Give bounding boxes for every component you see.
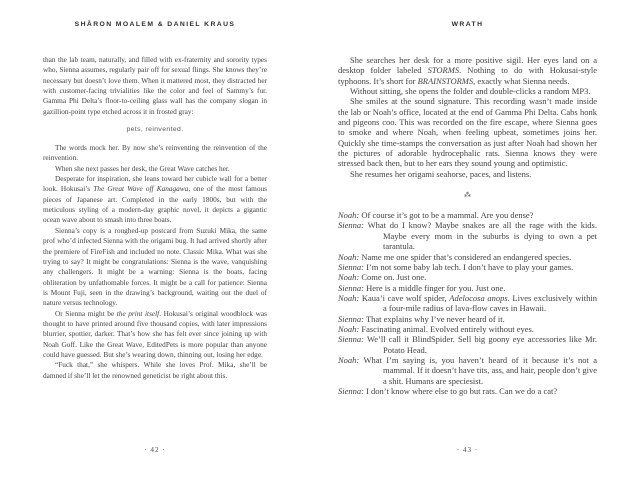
company-slogan: pets, reinvented. [126, 126, 184, 134]
dialogue-line [338, 252, 597, 262]
text-run: We’ll call it BlindSpider. Sell big goony eye accessories like Mr. Potato Head. [363, 334, 597, 355]
italic-text: STORMS [427, 65, 460, 76]
dialogue-line [338, 262, 597, 272]
text-run: Kaua’i cave wolf spider, [359, 292, 450, 303]
page-number-right: · 43 · [456, 446, 479, 454]
paragraph [338, 55, 597, 86]
paragraph [43, 309, 267, 361]
text-run: . Nothing to do with Hokusai-style typhoons. It’s short for [338, 65, 597, 86]
right-page-body [338, 55, 597, 396]
left-paragraphs-top [43, 55, 267, 117]
paragraph [338, 86, 597, 96]
text-run: I don’t know where else to go but rats. Can we do a cat? [363, 385, 558, 396]
italic-text: BRAINSTORMS [417, 75, 474, 86]
dialogue-speaker: Sienna: [338, 261, 364, 272]
dialogue-line [338, 220, 597, 251]
paragraph [338, 169, 597, 179]
dialogue-line [338, 355, 597, 386]
page-left [43, 0, 267, 480]
text-run: She resumes her origami seahorse, paces, and listens. [350, 168, 532, 179]
paragraph [43, 174, 267, 226]
text-run: I’m not some baby lab tech. I don’t have to play your games. [363, 261, 574, 272]
paragraph [338, 96, 597, 168]
dialogue-line [338, 293, 597, 314]
text-run: The words mock her. By now she’s reinventing the reinvention of the reinvention. [43, 143, 267, 163]
text-run: Come on. Just one. [359, 272, 427, 283]
dialogue-speaker: Noah: [338, 272, 360, 283]
text-run: Or Sienna might be [55, 308, 117, 318]
paragraph [43, 360, 267, 381]
dialogue-transcript [338, 210, 597, 396]
dialogue-speaker: Noah: [338, 251, 360, 262]
dialogue-speaker: Sienna: [338, 334, 364, 345]
dialogue-line [338, 386, 597, 396]
text-run: She smiles at the sound signature. This recording wasn’t made inside the lab or Noah’s office, located at the end of Gamma Phi Delta. Cabs honk and pigeons coo. This was recorded on the fire escape, where Sienna goes to smoke and where Noah, when feeling upbeat, sometimes joins her. Quickly she time-stamps the conversation as just after Noah had shown her the pictures of adorable hydrocephalic rats. Sienna knows they were stressed back then, but to her ears they sound young and optimistic. [338, 96, 597, 169]
text-run: than the lab team, naturally, and filled with ex-fraternity and sorority types who, Sienna assumes, regularly pair off for sexual flings. She knows they’re necessary but doesn’t love them. When it mattered most, they distracted her with customer-facing trivialities like the color and feel of Sammy’s fur. Gamma Phi Delta’s floor-to-ceiling glass wall has the company slogan in gazillion-point type etched across it in frosted gray: [43, 55, 267, 116]
text-run: What I’m saying is, you haven’t heard of it because it’s not a mammal. If it doesn’t have tits, ass, and hair, people don’t give a shit. Humans are speciesist. [359, 354, 597, 386]
dialogue-line [338, 314, 597, 324]
text-run: . Hokusai’s original woodblock was thought to have printed around five thousand copies, with later impressions blurrier, spottier, darker. That’s how she has felt ever since joining up with Noah Goff. Like the Great Wave, EditedPets is more popular than anyone could have guessed. But she’s wearing down, thinning out, losing her edge. [43, 308, 267, 359]
dialogue-line [338, 324, 597, 334]
text-run: She searches her desk for a more positive sigil. Her eyes land on a desktop folder labeled [338, 55, 597, 76]
page-right [338, 0, 597, 480]
dialogue-speaker: Noah: [338, 210, 360, 221]
paragraph [43, 226, 267, 309]
italic-text: the print itself [116, 308, 160, 318]
left-paragraphs-bottom [43, 143, 267, 381]
dialogue-line [338, 272, 597, 282]
text-run: Sienna’s copy is a roughed-up postcard from Suzuki Mika, the same prof who’d infected Sienna with the origami bug. It had arrived shortly after the premiere of FireFish and included no note. Classic Mika. What was she trying to say? It might be congratulations: Sienna is the wave, vanquishing any challengers. It might be a warning: Sienna is the boats, facing obliteration by unfathomable forces. It might be a call for patience: Sienna is Mount Fuji, seen in the drawing’s background, waiting out the duel of nature versus technology. [43, 225, 267, 308]
text-run: What do I know? Maybe snakes are all the rage with the kids. Maybe every mom in the suburbs is dying to own a pet tarantula. [363, 220, 597, 252]
dialogue-speaker: Sienna: [338, 282, 364, 293]
running-head-title: WRATH [451, 21, 484, 28]
dialogue-line [338, 210, 597, 220]
dialogue-line [338, 283, 597, 293]
page-number-left: · 42 · [144, 446, 166, 454]
text-run: Of course it’s got to be a mammal. Are you dense? [359, 210, 534, 221]
text-run: . Lives exclusively within a four-mile radius of lava-flow caves in Hawaii. [383, 292, 597, 314]
dialogue-line [338, 334, 597, 355]
dialogue-speaker: Noah: [338, 292, 360, 303]
paragraph [43, 164, 267, 174]
paragraph [43, 143, 267, 164]
left-page-body [43, 55, 267, 381]
dialogue-speaker: Sienna: [338, 385, 364, 396]
text-run: When she next passes her desk, the Great Wave catches her. [55, 163, 230, 173]
dialogue-speaker: Noah: [338, 354, 360, 365]
running-head-authors: SHĀRON MOALEM & DANIEL KRAUS [74, 21, 236, 28]
text-run: , one of the most famous pieces of Japanese art. Completed in the early 1800s, but with the meticulous styling of a modern-day graphic novel, it depicts a gigantic ocean wave about to smash into three boats. [43, 184, 267, 225]
dialogue-speaker: Sienna: [338, 220, 364, 231]
italic-text: Adelocosa anops [449, 292, 508, 303]
dialogue-speaker: Noah: [338, 323, 360, 334]
text-run: Desperate for inspiration, she leans toward her cubicle wall for a better look. Hokusai’s [43, 174, 267, 194]
text-run: Here is a middle finger for you. Just one. [363, 282, 506, 293]
paragraph [43, 55, 267, 117]
text-run: , exactly what Sienna needs. [473, 75, 570, 86]
text-run: “Fuck that,” she whispers. While she loves Prof. Mika, she’ll be damned if she’ll let the renowned geneticist be right about this. [43, 360, 267, 380]
right-paragraphs [338, 55, 597, 179]
section-break-ornament: ⁂ [464, 191, 471, 200]
text-run: Without sitting, she opens the folder and double-clicks a random MP3. [350, 86, 591, 97]
text-run: That explains why I’ve never heard of it. [363, 313, 505, 324]
text-run: Fascinating animal. Evolved entirely without eyes. [359, 323, 534, 334]
italic-text: The Great Wave off Kanagawa [93, 184, 189, 194]
text-run: Name me one spider that’s considered an endangered species. [359, 251, 572, 262]
dialogue-speaker: Sienna: [338, 313, 364, 324]
